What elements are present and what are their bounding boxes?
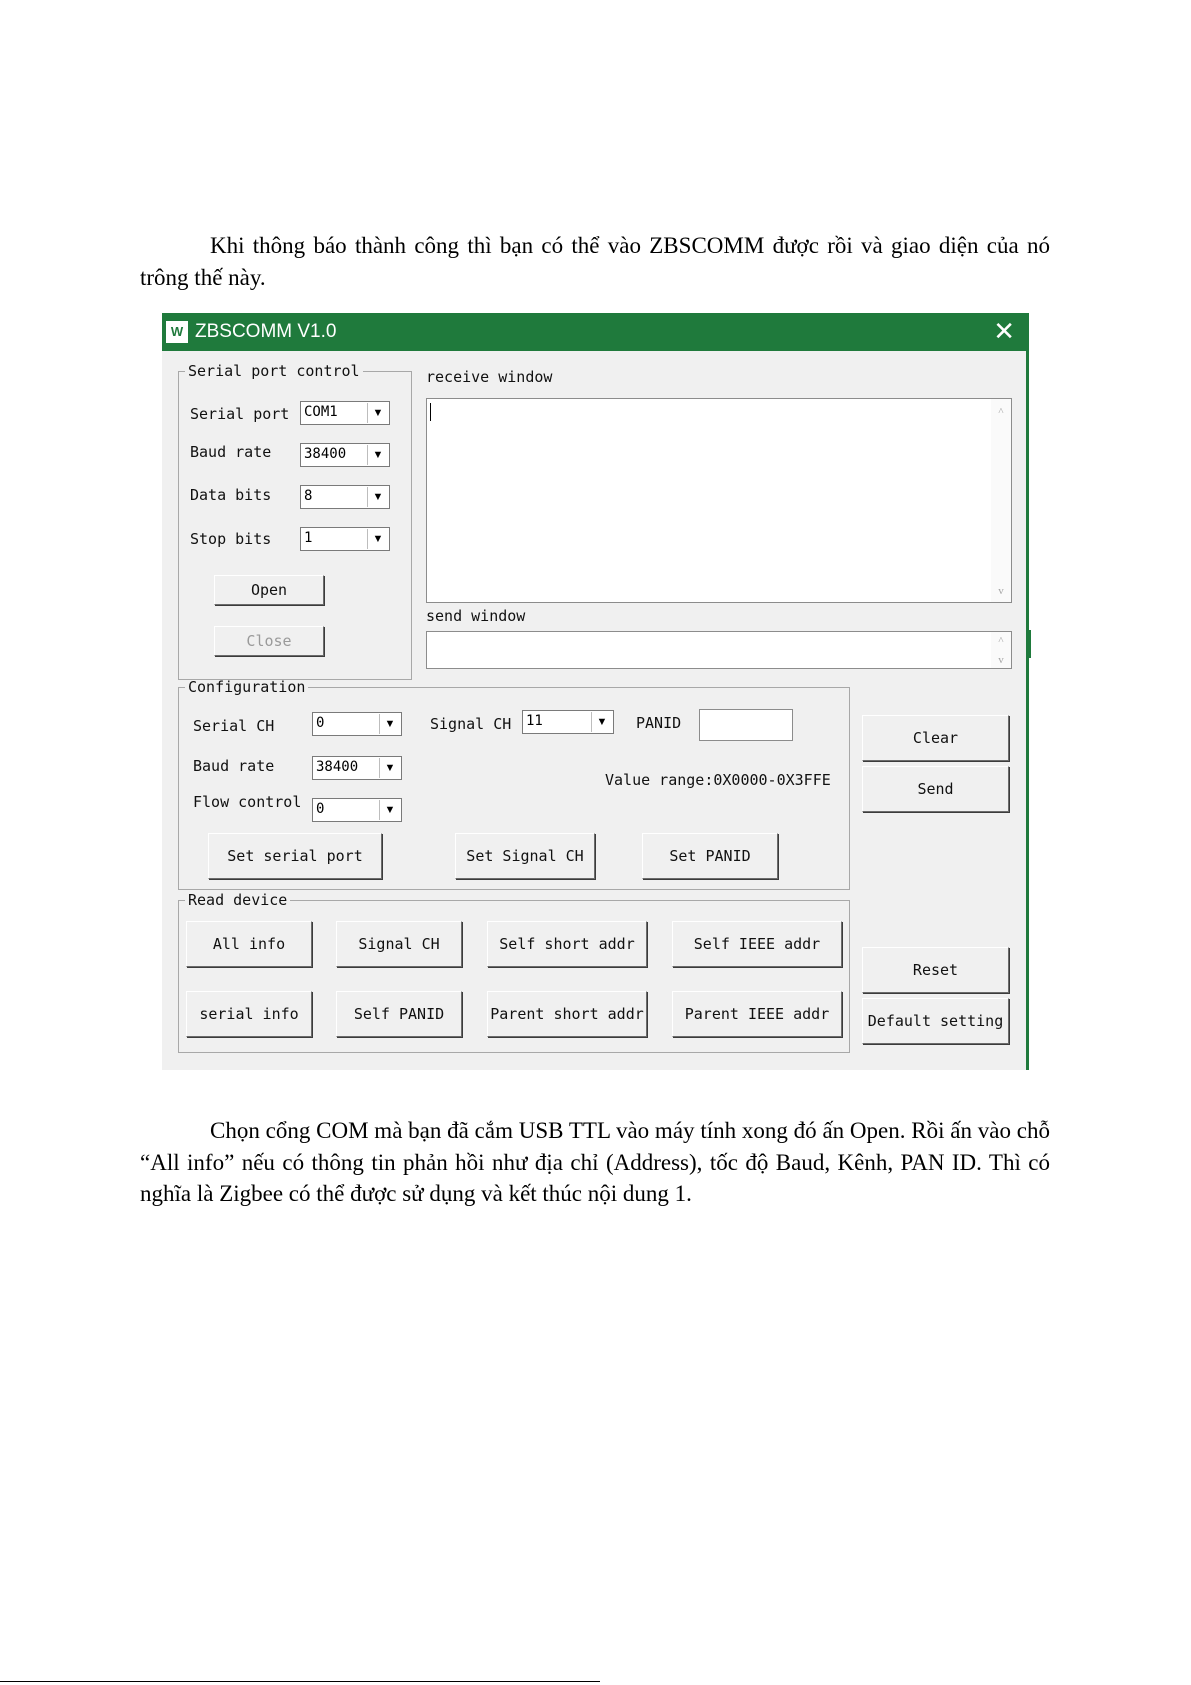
chevron-down-icon[interactable]: ▼ — [367, 487, 388, 507]
data-bits-select[interactable] — [300, 485, 390, 509]
signal-ch-value: 11 — [526, 713, 543, 729]
baud-rate-value: 38400 — [304, 446, 347, 462]
chevron-down-icon[interactable]: ▼ — [367, 529, 388, 549]
baud-rate-label: Baud rate — [190, 443, 272, 461]
receive-window[interactable] — [426, 398, 1012, 603]
serial-ch-select[interactable] — [312, 712, 402, 736]
footer-rule — [0, 1681, 600, 1682]
serial-ch-label: Serial CH — [193, 717, 275, 735]
app-logo-icon: W — [166, 321, 188, 343]
set-panid-button[interactable]: Set PANID — [642, 833, 778, 879]
serial-port-value: COM1 — [304, 404, 338, 420]
close-port-button[interactable]: Close — [214, 626, 324, 656]
serial-port-control-legend: Serial port control — [188, 362, 360, 380]
self-ieee-addr-button[interactable]: Self IEEE addr — [672, 921, 842, 967]
serial-ch-value: 0 — [316, 715, 325, 731]
scroll-up-icon[interactable]: ^ — [998, 635, 1004, 647]
send-window-label: send window — [426, 607, 526, 625]
stop-bits-select[interactable] — [300, 527, 390, 551]
scroll-up-icon[interactable]: ^ — [998, 406, 1004, 418]
send-scrollbar[interactable] — [991, 632, 1011, 668]
set-signal-ch-button[interactable]: Set Signal CH — [455, 833, 595, 879]
panid-input[interactable] — [699, 709, 793, 741]
set-serial-port-button[interactable]: Set serial port — [208, 833, 382, 879]
send-window[interactable] — [426, 631, 1012, 669]
chevron-down-icon[interactable]: ▼ — [379, 758, 400, 778]
panid-label: PANID — [636, 714, 682, 732]
signal-ch-select[interactable] — [522, 710, 614, 734]
read-device-legend: Read device — [188, 891, 288, 909]
flow-control-select[interactable] — [312, 798, 402, 822]
receive-scrollbar[interactable] — [991, 399, 1011, 602]
serial-port-select[interactable] — [300, 401, 390, 425]
parent-ieee-addr-button[interactable]: Parent IEEE addr — [672, 991, 842, 1037]
default-setting-button[interactable]: Default setting — [862, 998, 1009, 1044]
open-button[interactable]: Open — [214, 575, 324, 605]
signal-ch-read-button[interactable]: Signal CH — [336, 921, 462, 967]
value-range-text: Value range:0X0000-0X3FFE — [605, 771, 831, 789]
chevron-down-icon[interactable]: ▼ — [367, 445, 388, 465]
chevron-down-icon[interactable]: ▼ — [379, 800, 400, 820]
parent-short-addr-button[interactable]: Parent short addr — [487, 991, 647, 1037]
paragraph-instructions — [140, 1115, 1050, 1210]
paragraph-intro-text: Khi thông báo thành công thì bạn có thể vào ZBSCOMM được rồi và giao diện của nó trông thế này. — [140, 233, 1050, 290]
stop-bits-value: 1 — [304, 530, 313, 546]
config-baud-rate-value: 38400 — [316, 759, 359, 775]
scroll-down-icon[interactable]: v — [998, 585, 1004, 597]
title-bar[interactable] — [162, 313, 1029, 351]
config-baud-rate-select[interactable] — [312, 756, 402, 780]
scroll-down-icon[interactable]: v — [998, 654, 1004, 666]
window-title: ZBSCOMM V1.0 — [195, 321, 337, 342]
paragraph-instructions-text: Chọn cổng COM mà bạn đã cắm USB TTL vào máy tính xong đó ấn Open. Rồi ấn vào chỗ “All info” nếu có thông tin phản hồi như địa chỉ (Address), tốc độ Baud, Kênh, PAN ID. Thì có nghĩa là Zigbee có thể được sử dụng và kết thúc nội dung 1. — [140, 1118, 1050, 1206]
zbscomm-window — [162, 313, 1029, 1070]
close-window-button[interactable]: ✕ — [993, 316, 1015, 346]
signal-ch-label: Signal CH — [430, 715, 512, 733]
all-info-button[interactable]: All info — [186, 921, 312, 967]
configuration-legend: Configuration — [188, 678, 306, 696]
reset-button[interactable]: Reset — [862, 947, 1009, 993]
receive-window-label: receive window — [426, 368, 553, 386]
data-bits-label: Data bits — [190, 486, 272, 504]
screenshot-edge-mark — [1028, 630, 1031, 658]
flow-control-label: Flow control — [193, 793, 302, 811]
baud-rate-select[interactable] — [300, 443, 390, 467]
data-bits-value: 8 — [304, 488, 313, 504]
chevron-down-icon[interactable]: ▼ — [367, 403, 388, 423]
chevron-down-icon[interactable]: ▼ — [591, 712, 612, 732]
self-panid-button[interactable]: Self PANID — [336, 991, 462, 1037]
clear-button[interactable]: Clear — [862, 715, 1009, 761]
chevron-down-icon[interactable]: ▼ — [379, 714, 400, 734]
config-baud-rate-label: Baud rate — [193, 757, 275, 775]
serial-port-label: Serial port — [190, 405, 290, 423]
send-button[interactable]: Send — [862, 766, 1009, 812]
window-border — [1026, 351, 1029, 1070]
paragraph-intro — [140, 230, 1050, 293]
serial-info-button[interactable]: serial info — [186, 991, 312, 1037]
stop-bits-label: Stop bits — [190, 530, 272, 548]
self-short-addr-button[interactable]: Self short addr — [487, 921, 647, 967]
text-caret — [430, 403, 431, 421]
flow-control-value: 0 — [316, 801, 325, 817]
